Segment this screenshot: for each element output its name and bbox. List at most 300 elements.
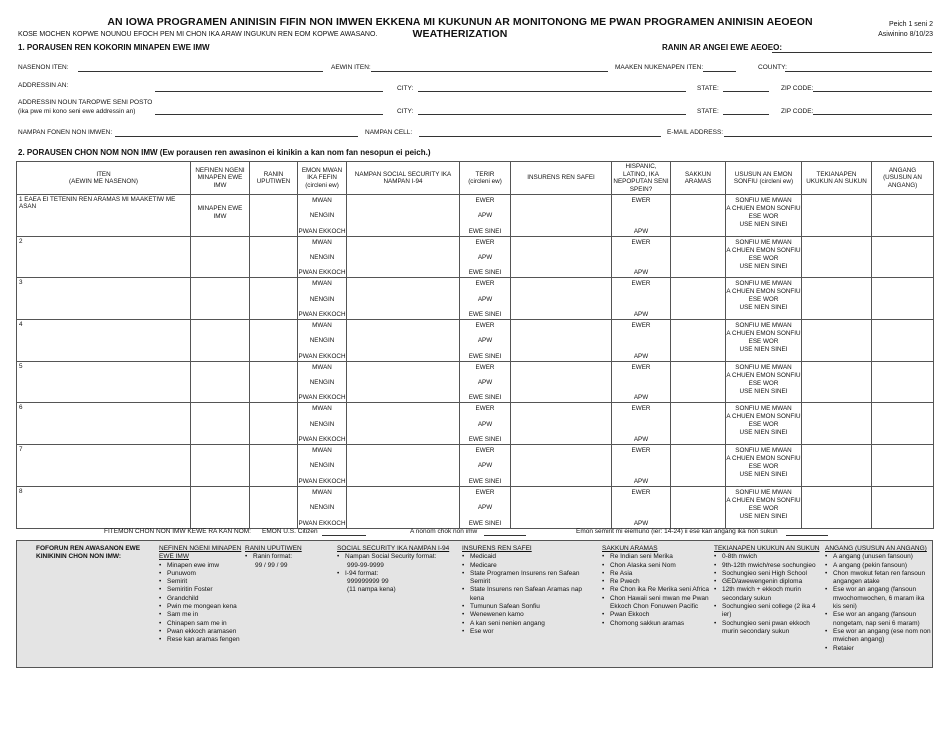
row-label: 7 bbox=[19, 446, 23, 454]
citizenship-option[interactable]: SONFIU ME MWAN bbox=[735, 238, 792, 246]
gender-option[interactable]: NENGIN bbox=[309, 379, 335, 387]
legend-race-item: • Chon Alaska seni Nom bbox=[602, 562, 712, 570]
last-name-field[interactable] bbox=[78, 71, 323, 72]
race-cell[interactable] bbox=[671, 195, 726, 237]
disability-option[interactable]: EWE SINEI bbox=[468, 477, 502, 485]
mail-address-note: (ika pwe mi kono seni ewe addressin an) bbox=[18, 108, 136, 115]
disability-option[interactable]: EWER bbox=[475, 447, 495, 455]
dob-cell[interactable] bbox=[250, 486, 298, 528]
legend-race-item: • Pwan Ekkoch bbox=[602, 611, 712, 619]
race-cell[interactable] bbox=[671, 445, 726, 487]
ethnicity-option[interactable]: EWER bbox=[631, 322, 651, 330]
race-cell[interactable] bbox=[671, 278, 726, 320]
disability-option[interactable]: APW bbox=[477, 462, 493, 470]
row-label: 2 bbox=[19, 237, 23, 245]
gender-option[interactable]: PWAN EKKOCH bbox=[298, 311, 346, 319]
disability-option[interactable]: EWE SINEI bbox=[468, 352, 502, 360]
relation-cell[interactable] bbox=[191, 320, 250, 362]
column-header: RANIN UPUTIWEN bbox=[250, 162, 298, 195]
citizenship-option[interactable]: A CHUEN EMON SONFIU bbox=[726, 496, 801, 504]
citizenship-option[interactable]: A CHUEN EMON SONFIU bbox=[726, 288, 801, 296]
ethnicity-option[interactable]: APW bbox=[633, 477, 649, 485]
ethnicity-option[interactable]: EWER bbox=[631, 405, 651, 413]
row-label: 4 bbox=[19, 321, 23, 329]
citizenship-cell bbox=[726, 236, 802, 278]
relation-cell[interactable] bbox=[191, 445, 250, 487]
insurance-cell[interactable] bbox=[511, 445, 612, 487]
citizenship-option[interactable]: ESE WOR bbox=[748, 463, 779, 471]
ethnicity-cell bbox=[612, 486, 671, 528]
legend-dob-format: 99 / 99 / 99 bbox=[255, 561, 288, 569]
gender-option[interactable]: MWAN bbox=[312, 238, 332, 246]
legend-relation-item: • Grandchild bbox=[159, 595, 245, 603]
legend-insurance-item: • State Programen Insurens ren Safean Semirit bbox=[462, 570, 587, 587]
table-header-row bbox=[17, 162, 934, 195]
disability-cell bbox=[460, 320, 511, 362]
column-header: HISPANIC, LATINO, IKA NEPOPUTAN SENI SPEIN? bbox=[613, 163, 669, 193]
ethnicity-cell bbox=[612, 195, 671, 237]
gender-option[interactable]: NENGIN bbox=[309, 212, 335, 220]
disability-option[interactable]: EWER bbox=[475, 197, 495, 204]
disability-option[interactable]: EWER bbox=[475, 363, 495, 371]
address-field[interactable] bbox=[155, 91, 383, 92]
insurance-cell[interactable] bbox=[511, 403, 612, 445]
legend-employment-item: • A angang (unusen fansoun) bbox=[825, 553, 931, 561]
ethnicity-option[interactable]: EWER bbox=[631, 197, 651, 204]
disability-option[interactable]: EWE SINEI bbox=[468, 227, 502, 235]
table-row bbox=[17, 445, 934, 487]
citizenship-option[interactable]: SONFIU ME MWAN bbox=[735, 447, 792, 455]
legend-education-item: • Sochungieo seni pwan ekkoch murin secondary sukun bbox=[714, 620, 822, 637]
dob-cell[interactable] bbox=[250, 320, 298, 362]
legend-title: FOFORUN REN AWASANON EWE KINIKININ CHON NON IMW: bbox=[36, 545, 141, 561]
education-cell[interactable] bbox=[802, 278, 872, 320]
disability-option[interactable]: EWER bbox=[475, 238, 495, 246]
citizenship-option[interactable]: USE NIEN SINEI bbox=[739, 262, 788, 270]
cell-field[interactable] bbox=[419, 136, 661, 137]
citizen-count-label: EMON U.S. Citizen bbox=[262, 528, 318, 535]
disability-option[interactable]: APW bbox=[477, 504, 493, 512]
name-cell[interactable] bbox=[17, 278, 191, 320]
citizenship-option[interactable]: A CHUEN EMON SONFIU bbox=[726, 205, 801, 212]
citizenship-option[interactable]: ESE WOR bbox=[748, 421, 779, 429]
disability-option[interactable]: EWE SINEI bbox=[468, 269, 502, 277]
dob-cell[interactable] bbox=[250, 278, 298, 320]
zip-field[interactable] bbox=[813, 91, 932, 92]
citizenship-option[interactable]: ESE WOR bbox=[748, 213, 779, 220]
table-row bbox=[17, 236, 934, 278]
citizenship-option[interactable]: ESE WOR bbox=[748, 338, 779, 346]
gender-option[interactable]: PWAN EKKOCH bbox=[298, 227, 346, 235]
citizenship-option[interactable]: USE NIEN SINEI bbox=[739, 221, 788, 228]
insurance-cell[interactable] bbox=[511, 236, 612, 278]
citizenship-option[interactable]: USE NIEN SINEI bbox=[739, 387, 788, 395]
mail-zip-field[interactable] bbox=[813, 114, 932, 115]
legend-education-item: • 9th-12th mwich/rese sochungieo bbox=[714, 562, 822, 570]
household-size-label: MAAKEN NUKENAPEN ITEN: bbox=[615, 64, 704, 71]
ssn-cell[interactable] bbox=[347, 278, 460, 320]
education-cell[interactable] bbox=[802, 486, 872, 528]
legend-relation-item: • Semirit bbox=[159, 578, 245, 586]
legend-dob-heading: RANIN UPUTIWEN bbox=[245, 545, 302, 552]
student-count-field[interactable] bbox=[786, 535, 828, 536]
relation-cell[interactable] bbox=[191, 195, 250, 237]
column-header: EMON MWAN IKA FEFIN (circleni ew) bbox=[298, 162, 347, 195]
legend-relation-item: • Sam me in bbox=[159, 611, 245, 619]
gender-cell bbox=[298, 445, 347, 487]
citizenship-option[interactable]: SONFIU ME MWAN bbox=[735, 197, 792, 204]
ethnicity-option[interactable]: APW bbox=[633, 436, 649, 444]
mail-state-field[interactable] bbox=[723, 114, 769, 115]
page-info bbox=[878, 20, 933, 40]
education-cell[interactable] bbox=[802, 361, 872, 403]
household-members-table bbox=[16, 161, 934, 529]
first-name-label: AEWIN ITEN: bbox=[331, 64, 371, 71]
state-label: STATE: bbox=[697, 85, 719, 92]
legend-dob-item: • Ranin format: bbox=[245, 553, 325, 561]
legend-ssn-heading: SOCIAL SECURITY IKA NAMPAN I-94 bbox=[337, 545, 450, 552]
education-cell[interactable] bbox=[802, 320, 872, 362]
legend-employment-item: • A angang (pekin fansoun) bbox=[825, 562, 931, 570]
gender-option[interactable]: NENGIN bbox=[309, 504, 335, 512]
legend-education bbox=[714, 545, 822, 636]
household-size-field[interactable] bbox=[703, 71, 736, 72]
legend-ssn-format: 999-99-9999 bbox=[347, 561, 384, 569]
row-label: 3 bbox=[19, 279, 23, 287]
employment-cell[interactable] bbox=[872, 486, 934, 528]
legend-relation bbox=[159, 545, 245, 645]
disability-cell bbox=[460, 486, 511, 528]
student-count-label: Emon semirit mi eiemuno (ier: 14-24) ii ese kan angang ika non sukun bbox=[576, 528, 778, 535]
citizenship-option[interactable]: A CHUEN EMON SONFIU bbox=[726, 455, 801, 463]
row-label: 6 bbox=[19, 404, 23, 412]
disability-option[interactable]: EWE SINEI bbox=[468, 436, 502, 444]
cell-label: NAMPAN CELL: bbox=[365, 129, 413, 136]
disability-cell bbox=[460, 361, 511, 403]
city-field[interactable] bbox=[418, 91, 686, 92]
education-cell[interactable] bbox=[802, 195, 872, 237]
employment-cell[interactable] bbox=[872, 278, 934, 320]
legend-race-heading: SAKKUN ARAMAS bbox=[602, 545, 658, 552]
gender-option[interactable]: NENGIN bbox=[309, 337, 335, 345]
disability-option[interactable]: EWER bbox=[475, 488, 495, 496]
legend-ssn-item: • Nampan Social Security format: bbox=[337, 553, 457, 561]
home-phone-field[interactable] bbox=[115, 136, 358, 137]
ssn-cell[interactable] bbox=[347, 403, 460, 445]
ethnicity-option[interactable]: EWER bbox=[631, 488, 651, 496]
employment-cell[interactable] bbox=[872, 403, 934, 445]
disability-cell bbox=[460, 195, 511, 237]
education-cell[interactable] bbox=[802, 403, 872, 445]
name-cell[interactable] bbox=[17, 445, 191, 487]
citizenship-option[interactable]: ESE WOR bbox=[748, 254, 779, 262]
ssn-cell[interactable] bbox=[347, 320, 460, 362]
relation-cell[interactable] bbox=[191, 486, 250, 528]
ethnicity-option[interactable]: EWER bbox=[631, 363, 651, 371]
gender-cell bbox=[298, 278, 347, 320]
citizenship-option[interactable]: ESE WOR bbox=[748, 379, 779, 387]
ethnicity-cell bbox=[612, 361, 671, 403]
employment-cell[interactable] bbox=[872, 236, 934, 278]
gender-option[interactable]: PWAN EKKOCH bbox=[298, 477, 346, 485]
gender-cell bbox=[298, 236, 347, 278]
disability-option[interactable]: EWER bbox=[475, 322, 495, 330]
column-header: TEKIANAPEN UKUKUN AN SUKUN bbox=[802, 162, 872, 195]
ethnicity-option[interactable]: APW bbox=[633, 269, 649, 277]
legend-relation-item: • Pwin me mongean kena bbox=[159, 603, 245, 611]
citizenship-option[interactable]: USE NIEN SINEI bbox=[739, 512, 788, 520]
gender-option[interactable]: PWAN EKKOCH bbox=[298, 436, 346, 444]
ethnicity-cell bbox=[612, 278, 671, 320]
citizenship-option[interactable]: A CHUEN EMON SONFIU bbox=[726, 246, 801, 254]
relation-cell[interactable] bbox=[191, 403, 250, 445]
ethnicity-option[interactable]: APW bbox=[633, 352, 649, 360]
ssn-cell[interactable] bbox=[347, 236, 460, 278]
citizenship-cell bbox=[726, 320, 802, 362]
citizenship-option[interactable]: SONFIU ME MWAN bbox=[735, 280, 792, 288]
table-row bbox=[17, 320, 934, 362]
mail-address-field[interactable] bbox=[155, 114, 383, 115]
gender-option[interactable]: MWAN bbox=[312, 197, 332, 204]
legend-education-item: • GED/awewengenin diploma bbox=[714, 578, 822, 586]
column-header: NEFINEN NGENI MINAPEN EWE IMW bbox=[191, 162, 250, 195]
employment-cell[interactable] bbox=[872, 320, 934, 362]
citizenship-cell bbox=[726, 278, 802, 320]
column-header: SAKKUN ARAMAS bbox=[671, 162, 726, 195]
legend-employment-item: • Chon mwokut fetan ren fansoun angangen atake bbox=[825, 570, 931, 587]
citizenship-option[interactable]: USE NIEN SINEI bbox=[739, 304, 788, 312]
ethnicity-option[interactable]: APW bbox=[633, 311, 649, 319]
gender-cell bbox=[298, 403, 347, 445]
insurance-cell[interactable] bbox=[511, 278, 612, 320]
citizenship-option[interactable]: USE NIEN SINEI bbox=[739, 429, 788, 437]
employment-cell[interactable] bbox=[872, 445, 934, 487]
column-header: ANGANG (USUSUN AN ANGANG) bbox=[872, 162, 934, 195]
insurance-cell[interactable] bbox=[511, 486, 612, 528]
gender-option[interactable]: PWAN EKKOCH bbox=[298, 394, 346, 402]
legend-relation-item: • Pwan ekkoch aramasen bbox=[159, 628, 245, 636]
ethnicity-option[interactable]: EWER bbox=[631, 238, 651, 246]
gender-option[interactable]: PWAN EKKOCH bbox=[298, 519, 346, 527]
citizenship-cell bbox=[726, 445, 802, 487]
ethnicity-option[interactable]: APW bbox=[633, 227, 649, 235]
ethnicity-cell bbox=[612, 236, 671, 278]
ethnicity-option[interactable]: EWER bbox=[631, 280, 651, 288]
legend-i94-item: • I-94 format: bbox=[337, 570, 457, 578]
race-cell[interactable] bbox=[671, 403, 726, 445]
education-cell[interactable] bbox=[802, 445, 872, 487]
disability-option[interactable]: APW bbox=[477, 337, 493, 345]
legend-relation-item: • Semiritin Foster bbox=[159, 586, 245, 594]
citizenship-cell bbox=[726, 403, 802, 445]
legend-insurance-heading: INSURENS REN SAFEI bbox=[462, 545, 532, 552]
table-row bbox=[17, 195, 934, 237]
citizenship-cell bbox=[726, 361, 802, 403]
ethnicity-cell bbox=[612, 445, 671, 487]
email-label: E-MAIL ADDRESS: bbox=[667, 129, 724, 136]
race-cell[interactable] bbox=[671, 320, 726, 362]
total-members-label: FITEMON CHON NON IMW KEWE RA KAN NOM: bbox=[104, 528, 251, 535]
ethnicity-option[interactable]: EWER bbox=[631, 447, 651, 455]
zip-label: ZIP CODE: bbox=[781, 85, 814, 92]
legend-education-item: • Sochungieo seni High School bbox=[714, 570, 822, 578]
legend-insurance-item: • A kan seni nenien angang bbox=[462, 620, 587, 628]
citizenship-option[interactable]: USE NIEN SINEI bbox=[739, 346, 788, 354]
legend-employment-heading: ANGANG (USUSUN AN ANGANG) bbox=[825, 545, 927, 552]
state-field[interactable] bbox=[723, 91, 769, 92]
legend-employment-item: • Ese wor an angang (fansoun mwochomwochen, 6 maram ika kis seni) bbox=[825, 586, 931, 611]
gender-option[interactable]: MWAN bbox=[312, 405, 332, 413]
citizenship-option[interactable]: SONFIU ME MWAN bbox=[735, 405, 792, 413]
table-row bbox=[17, 403, 934, 445]
name-cell[interactable] bbox=[17, 320, 191, 362]
legend-employment bbox=[825, 545, 931, 653]
citizen-count-field[interactable] bbox=[322, 535, 366, 536]
legend-race-item: • Re Asia bbox=[602, 570, 712, 578]
insurance-cell[interactable] bbox=[511, 320, 612, 362]
legend-insurance-item: • Tumunun Safean Sonfiu bbox=[462, 603, 587, 611]
legend-education-item: • Sochungieo seni college (2 ika 4 ier) bbox=[714, 603, 822, 620]
gender-option[interactable]: MWAN bbox=[312, 322, 332, 330]
column-header: ITEN (AEWIN ME NASENON) bbox=[17, 162, 191, 195]
legend-i94-format: 999999999 99 bbox=[347, 578, 389, 586]
ethnicity-cell bbox=[612, 320, 671, 362]
mail-state-label: STATE: bbox=[697, 108, 719, 115]
gender-option[interactable]: NENGIN bbox=[309, 462, 335, 470]
home-phone-label: NAMPAN FONEN NON IMWEN: bbox=[18, 129, 113, 136]
disability-cell bbox=[460, 236, 511, 278]
citizenship-cell bbox=[726, 486, 802, 528]
disability-option[interactable]: APW bbox=[477, 420, 493, 428]
disability-option[interactable]: APW bbox=[477, 254, 493, 262]
citizenship-option[interactable]: A CHUEN EMON SONFIU bbox=[726, 371, 801, 379]
relation-cell[interactable] bbox=[191, 361, 250, 403]
citizenship-option[interactable]: A CHUEN EMON SONFIU bbox=[726, 330, 801, 338]
column-header: NAMPAN SOCIAL SECURITY IKA NAMPAN I-94 bbox=[347, 162, 460, 195]
gender-option[interactable]: NENGIN bbox=[309, 420, 335, 428]
gender-option[interactable]: MWAN bbox=[312, 363, 332, 371]
disability-option[interactable]: APW bbox=[477, 379, 493, 387]
mail-city-label: CITY: bbox=[397, 108, 414, 115]
ethnicity-option[interactable]: APW bbox=[633, 394, 649, 402]
legend-education-item: • 0-8th mwich bbox=[714, 553, 822, 561]
relation-cell[interactable] bbox=[191, 278, 250, 320]
county-field[interactable] bbox=[785, 71, 932, 72]
noncitizen-count-field[interactable] bbox=[484, 535, 526, 536]
mail-address-label: ADDRESSIN NOUN TAROPWE SENI POSTO bbox=[18, 99, 153, 106]
disability-option[interactable]: APW bbox=[477, 295, 493, 303]
gender-option[interactable]: MWAN bbox=[312, 488, 332, 496]
gender-option[interactable]: NENGIN bbox=[309, 295, 335, 303]
dob-cell[interactable] bbox=[250, 361, 298, 403]
name-cell[interactable] bbox=[17, 403, 191, 445]
ssn-cell[interactable] bbox=[347, 445, 460, 487]
form-subtitle: KOSE MOCHEN KOPWE NOUNOU EFOCH PEN MI CHON IKA ARAW INGUKUN REN EOM KOPWE AWASANO. bbox=[18, 31, 378, 38]
race-cell[interactable] bbox=[671, 361, 726, 403]
table-row bbox=[17, 486, 934, 528]
disability-option[interactable]: EWE SINEI bbox=[468, 311, 502, 319]
legend-relation-item: • Rese kan aramas fengen bbox=[159, 636, 245, 644]
table-row bbox=[17, 361, 934, 403]
ethnicity-option[interactable]: APW bbox=[633, 519, 649, 527]
employment-cell[interactable] bbox=[872, 361, 934, 403]
legend-ssn bbox=[337, 545, 457, 595]
disability-option[interactable]: EWER bbox=[475, 280, 495, 288]
disability-option[interactable]: APW bbox=[477, 212, 493, 220]
legend-relation-item: • Minapen ewe imw bbox=[159, 562, 245, 570]
citizenship-option[interactable]: A CHUEN EMON SONFIU bbox=[726, 413, 801, 421]
race-cell[interactable] bbox=[671, 486, 726, 528]
dob-cell[interactable] bbox=[250, 445, 298, 487]
section2-title: 2. PORAUSEN CHON NOM NON IMW (Ew porausen ren awasinon ei kinikin a kan nom fan nesopun ei peich.) bbox=[18, 148, 431, 157]
ssn-cell[interactable] bbox=[347, 486, 460, 528]
name-cell[interactable] bbox=[17, 361, 191, 403]
ssn-cell[interactable] bbox=[347, 361, 460, 403]
gender-option[interactable]: NENGIN bbox=[309, 254, 335, 262]
race-cell[interactable] bbox=[671, 236, 726, 278]
gender-option[interactable]: PWAN EKKOCH bbox=[298, 352, 346, 360]
citizenship-option[interactable]: ESE WOR bbox=[748, 504, 779, 512]
citizenship-option[interactable]: SONFIU ME MWAN bbox=[735, 363, 792, 371]
legend-insurance-item: • Medicare bbox=[462, 562, 587, 570]
gender-option[interactable]: MWAN bbox=[312, 447, 332, 455]
dob-cell[interactable] bbox=[250, 403, 298, 445]
ethnicity-cell bbox=[612, 403, 671, 445]
page-number: Peich 1 seni 2 bbox=[889, 21, 933, 28]
ssn-cell[interactable] bbox=[347, 195, 460, 237]
gender-option[interactable]: MWAN bbox=[312, 280, 332, 288]
legend-education-heading: TEKIANAPEN UKUKUN AN SUKUN bbox=[714, 545, 820, 552]
gender-option[interactable]: PWAN EKKOCH bbox=[298, 269, 346, 277]
legend-relation-item: • Punuwom bbox=[159, 570, 245, 578]
legend-race-item: • Re Chon ika Re Merika seni Africa bbox=[602, 586, 712, 594]
noncitizen-count-label: A nonom chok non imw bbox=[410, 528, 478, 535]
disability-cell bbox=[460, 278, 511, 320]
disability-cell bbox=[460, 445, 511, 487]
legend-relation-item: • Chinapen sam me in bbox=[159, 620, 245, 628]
relation-cell[interactable] bbox=[191, 236, 250, 278]
row-label: 5 bbox=[19, 362, 23, 370]
gender-cell bbox=[298, 320, 347, 362]
legend-race-item: • Chon Hawaii seni mwan me Pwan Ekkoch Chon Fonuwen Pacific bbox=[602, 595, 712, 612]
dob-cell[interactable] bbox=[250, 195, 298, 237]
legend-race-item: • Chomong sakkun aramas bbox=[602, 620, 712, 628]
form-title: AN IOWA PROGRAMEN ANINISIN FIFIN NON IMWEN EKKENA MI KUKUNUN AR MONITONONG ME PWAN PROGRAMEN ANINISIN AEOEON WEATHERIZATION bbox=[107, 16, 813, 40]
insurance-cell[interactable] bbox=[511, 195, 612, 237]
email-field[interactable] bbox=[724, 136, 932, 137]
citizenship-option[interactable]: SONFIU ME MWAN bbox=[735, 322, 792, 330]
education-cell[interactable] bbox=[802, 236, 872, 278]
insurance-cell[interactable] bbox=[511, 361, 612, 403]
name-cell[interactable] bbox=[17, 236, 191, 278]
row-label: 8 bbox=[19, 487, 23, 495]
citizenship-option[interactable]: ESE WOR bbox=[748, 296, 779, 304]
mail-city-field[interactable] bbox=[418, 114, 686, 115]
mail-zip-label: ZIP CODE: bbox=[781, 108, 814, 115]
disability-option[interactable]: EWE SINEI bbox=[468, 394, 502, 402]
name-cell[interactable] bbox=[17, 486, 191, 528]
date-field[interactable] bbox=[772, 52, 932, 53]
first-name-field[interactable] bbox=[371, 71, 608, 72]
name-cell[interactable] bbox=[17, 195, 191, 237]
citizenship-option[interactable]: USE NIEN SINEI bbox=[739, 471, 788, 479]
dob-cell[interactable] bbox=[250, 236, 298, 278]
gender-cell bbox=[298, 361, 347, 403]
disability-option[interactable]: EWE SINEI bbox=[468, 519, 502, 527]
employment-cell[interactable] bbox=[872, 195, 934, 237]
disability-option[interactable]: EWER bbox=[475, 405, 495, 413]
citizenship-option[interactable]: SONFIU ME MWAN bbox=[735, 488, 792, 496]
